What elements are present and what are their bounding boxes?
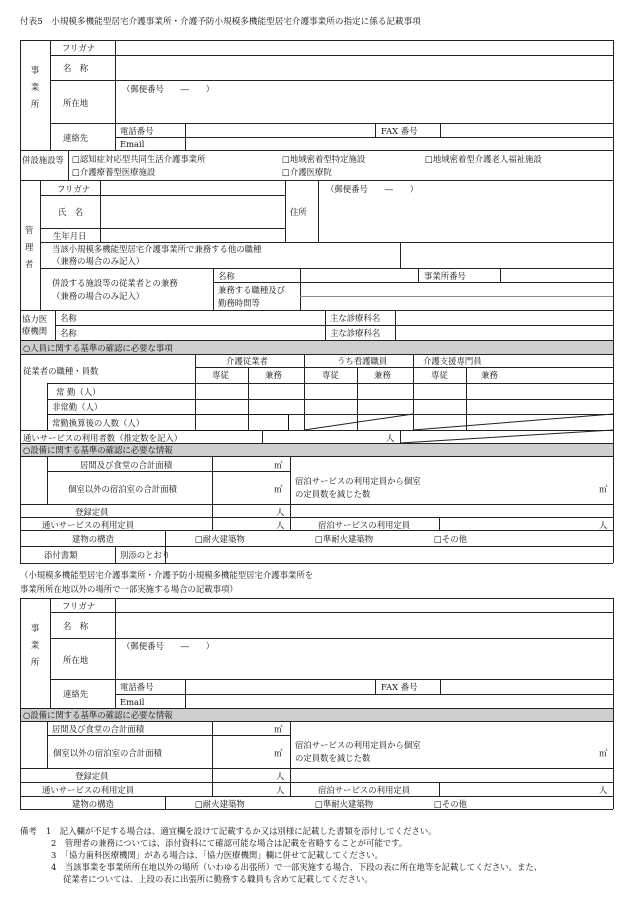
staff-nurse-part: 兼務	[374, 370, 391, 380]
manager-address-label: 住所	[290, 207, 307, 217]
equip-stay-minus-label-2: の定員数を減じた数	[295, 489, 371, 499]
equip-shared-room-field[interactable]	[213, 472, 273, 503]
manager-name-label: 氏 名	[58, 207, 84, 217]
staff-care-part: 兼務	[265, 370, 282, 380]
equip2-shared-room-field[interactable]	[213, 736, 273, 767]
office-postal: （郵便番号 ― ）	[122, 84, 215, 94]
staff-care-full: 専従	[212, 370, 229, 380]
staff-users-label: 通いサービスの利用者数（推定数を記入）	[23, 433, 183, 443]
staff-group-care: 介護従業者	[226, 356, 268, 366]
staff-section-heading: ○人員に関する基準の確認に必要な事項	[23, 343, 173, 353]
equip-day-capacity-unit: 人	[276, 520, 285, 530]
office-heading: 事業所	[30, 65, 40, 109]
partner-dept-label-1: 主な診療科名	[330, 313, 381, 323]
manager-postal: （郵便番号 ― ）	[326, 184, 419, 194]
equip2-night-capacity-unit: 人	[599, 785, 608, 795]
equip-stay-minus-unit: ㎡	[599, 484, 608, 494]
equip2-capacity-field[interactable]	[213, 769, 275, 781]
equip-building-label: 建物の構造	[72, 534, 114, 544]
equip2-stay-minus-label: 宿泊サービスの利用定員から個室	[295, 740, 421, 750]
facility-label: 併設施設等	[22, 155, 64, 165]
notes-label: 備考	[20, 826, 37, 836]
manager-concurrent-facility-note: （兼務の場合のみ記入）	[52, 291, 145, 301]
office-furigana-label: フリガナ	[62, 43, 96, 53]
office2-furigana-field[interactable]	[116, 599, 612, 611]
equip2-building-label: 建物の構造	[72, 799, 114, 809]
manager-concurrent-facility-label: 併設する施設等の従業者との兼務	[52, 278, 178, 288]
manager-concurrent-duty-note: （兼務の場合のみ記入）	[52, 256, 145, 266]
equip-attach-value: 別添のとおり	[120, 550, 171, 560]
equip-living-area-field[interactable]	[213, 457, 273, 470]
equip-night-capacity-unit: 人	[599, 520, 608, 530]
second-heading-2: 事業所所在地以外の場所で一部実施する場合の記載事項）	[20, 584, 238, 594]
equip2-living-area-unit: ㎡	[274, 724, 283, 734]
office-fax-label: FAX 番号	[381, 126, 418, 136]
facility-option-welfare[interactable]: □地域密着型介護老人福祉施設	[425, 154, 542, 164]
staff-cm-part: 兼務	[481, 370, 498, 380]
facility-option-sanatorium[interactable]: □介護療養型医療施設	[72, 167, 156, 177]
equip-day-capacity-label: 通いサービスの利用定員	[42, 520, 135, 530]
equip-night-capacity-label: 宿泊サービスの利用定員	[318, 520, 411, 530]
office2-postal: （郵便番号 ― ）	[122, 641, 215, 651]
note-3: 3 「協力歯科医療機関」がある場合は、「協力医療機関」欄に併せて記載してください。	[51, 850, 383, 860]
equip-night-capacity-field[interactable]	[440, 518, 598, 529]
office-phone-label: 電話番号	[120, 126, 154, 136]
partner-label-1: 協力医	[22, 314, 48, 324]
equip2-capacity-unit: 人	[276, 771, 285, 781]
manager-furigana-label: フリガナ	[57, 184, 91, 194]
equip-building-quasi[interactable]: □準耐火建築物	[315, 534, 374, 544]
equip-capacity-unit: 人	[276, 507, 285, 517]
concurrent-hours-label: 勤務時間等	[218, 298, 260, 308]
office2-name-label: 名 称	[63, 621, 89, 631]
facility-option-specified[interactable]: □地域密着型特定施設	[282, 154, 366, 164]
office2-name-field[interactable]	[116, 613, 612, 637]
equip-living-area-label: 居間及び食堂の合計面積	[80, 460, 173, 470]
equip2-shared-room-label: 個室以外の宿泊室の合計面積	[53, 748, 162, 758]
equip-shared-room-label: 個室以外の宿泊室の合計面積	[68, 484, 177, 494]
staff-row-parttime: 非常勤（人）	[52, 402, 103, 412]
office2-email-field[interactable]	[186, 695, 612, 707]
staff-row-fte: 常勤換算後の人数（人）	[52, 418, 145, 428]
concurrent-office-number-label: 事業所番号	[424, 271, 466, 281]
office2-fax-label: FAX 番号	[381, 682, 418, 692]
equip-capacity-label: 登録定員	[75, 507, 109, 517]
partner-name-label-1: 名称	[60, 313, 77, 323]
equip2-building-other[interactable]: □その他	[434, 799, 468, 809]
staff-group-cm: 介護支援専門員	[423, 356, 482, 366]
equip-shared-room-unit: ㎡	[274, 484, 283, 494]
partner-label-2: 療機関	[22, 326, 48, 336]
staff-group-nurse: うち看護職員	[337, 356, 388, 366]
facility-option-group-home[interactable]: □認知症対応型共同生活介護事業所	[72, 154, 206, 164]
office2-phone-field[interactable]	[186, 680, 374, 693]
office2-heading: 事業所	[30, 623, 40, 667]
staff-nurse-full: 専従	[322, 370, 339, 380]
concurrent-name-label: 名称	[218, 271, 235, 281]
equip2-building-quasi[interactable]: □準耐火建築物	[315, 799, 374, 809]
concurrent-duty-label: 兼務する職種及び	[218, 285, 285, 295]
office-email-label: Email	[120, 139, 145, 149]
equip-attach-label: 添付書類	[44, 550, 78, 560]
equip2-shared-room-unit: ㎡	[274, 748, 283, 758]
equip-capacity-field[interactable]	[213, 505, 275, 516]
manager-heading: 管理者	[24, 225, 34, 269]
equip2-building-fireproof[interactable]: □耐火建築物	[195, 799, 245, 809]
note-4-continued: 従業者については、上段の表に出張所に勤務する職員も含めて記載してください。	[63, 874, 373, 884]
equip2-capacity-label: 登録定員	[75, 771, 109, 781]
equip2-living-area-label: 居間及び食堂の合計面積	[52, 724, 145, 734]
office2-address-label: 所在地	[63, 655, 89, 665]
office-contact-label: 連絡先	[63, 133, 89, 143]
facility-option-medical-hospital[interactable]: □介護医療院	[282, 167, 332, 177]
equip-building-fireproof[interactable]: □耐火建築物	[195, 534, 245, 544]
form-title: 付表5 小規模多機能型居宅介護事業所・介護予防小規模多機能型居宅介護事業所の指定に係る記載事項	[20, 17, 421, 27]
staff-row-fulltime: 常 勤（人）	[56, 387, 101, 397]
office2-phone-label: 電話番号	[120, 682, 154, 692]
equip2-stay-minus-label-2: の定員数を減じた数	[295, 753, 371, 763]
manager-dob-label: 生年月日	[53, 231, 87, 241]
note-1: 1 記入欄が不足する場合は、適宜欄を設けて記載するか又は別様に記載した書類を添付してください。	[46, 826, 437, 836]
second-heading-1: （小規模多機能型居宅介護事業所・介護予防小規模多機能型居宅介護事業所を	[20, 570, 314, 580]
equip2-stay-minus-unit: ㎡	[599, 748, 608, 758]
equip2-day-capacity-label: 通いサービスの利用定員	[42, 785, 135, 795]
staff-rowhead: 従業者の職種・員数	[23, 366, 99, 376]
note-4: 4 当該事業を事業所所在地以外の場所（いわゆる出張所）で一部実施する場合、下段の表に所在地等を記載してください。また、	[51, 862, 543, 872]
staff-cm-full: 専従	[431, 370, 448, 380]
equipment2-section-heading: ○設備に関する基準の確認に必要な情報	[23, 710, 173, 720]
staff-users-unit: 人	[386, 433, 395, 443]
office2-address-field[interactable]	[116, 652, 612, 678]
partner-name-label-2: 名称	[60, 328, 77, 338]
equip2-living-area-field[interactable]	[213, 722, 273, 734]
partner-dept-label-2: 主な診療科名	[330, 328, 381, 338]
office-address-label: 所在地	[63, 98, 89, 108]
office-name-label: 名 称	[63, 63, 89, 73]
equip-living-area-unit: ㎡	[274, 460, 283, 470]
office2-contact-label: 連絡先	[63, 689, 89, 699]
equip2-night-capacity-label: 宿泊サービスの利用定員	[318, 785, 411, 795]
office2-furigana-label: フリガナ	[62, 601, 96, 611]
office2-fax-field[interactable]	[441, 680, 612, 693]
office2-email-label: Email	[120, 697, 145, 707]
equipment-section-heading: ○設備に関する基準の確認に必要な情報	[23, 445, 173, 455]
equip-building-other[interactable]: □その他	[434, 534, 468, 544]
equip-stay-minus-label: 宿泊サービスの利用定員から個室	[295, 476, 421, 486]
equip2-night-capacity-field[interactable]	[440, 783, 598, 795]
manager-concurrent-duty-label: 当該小規模多機能型居宅介護事業所で兼務する他の職種	[52, 244, 262, 254]
equip2-day-capacity-unit: 人	[276, 785, 285, 795]
note-2: 2 管理者の兼務については、添付資料にて確認可能な場合は記載を省略することが可能です。	[51, 838, 408, 848]
